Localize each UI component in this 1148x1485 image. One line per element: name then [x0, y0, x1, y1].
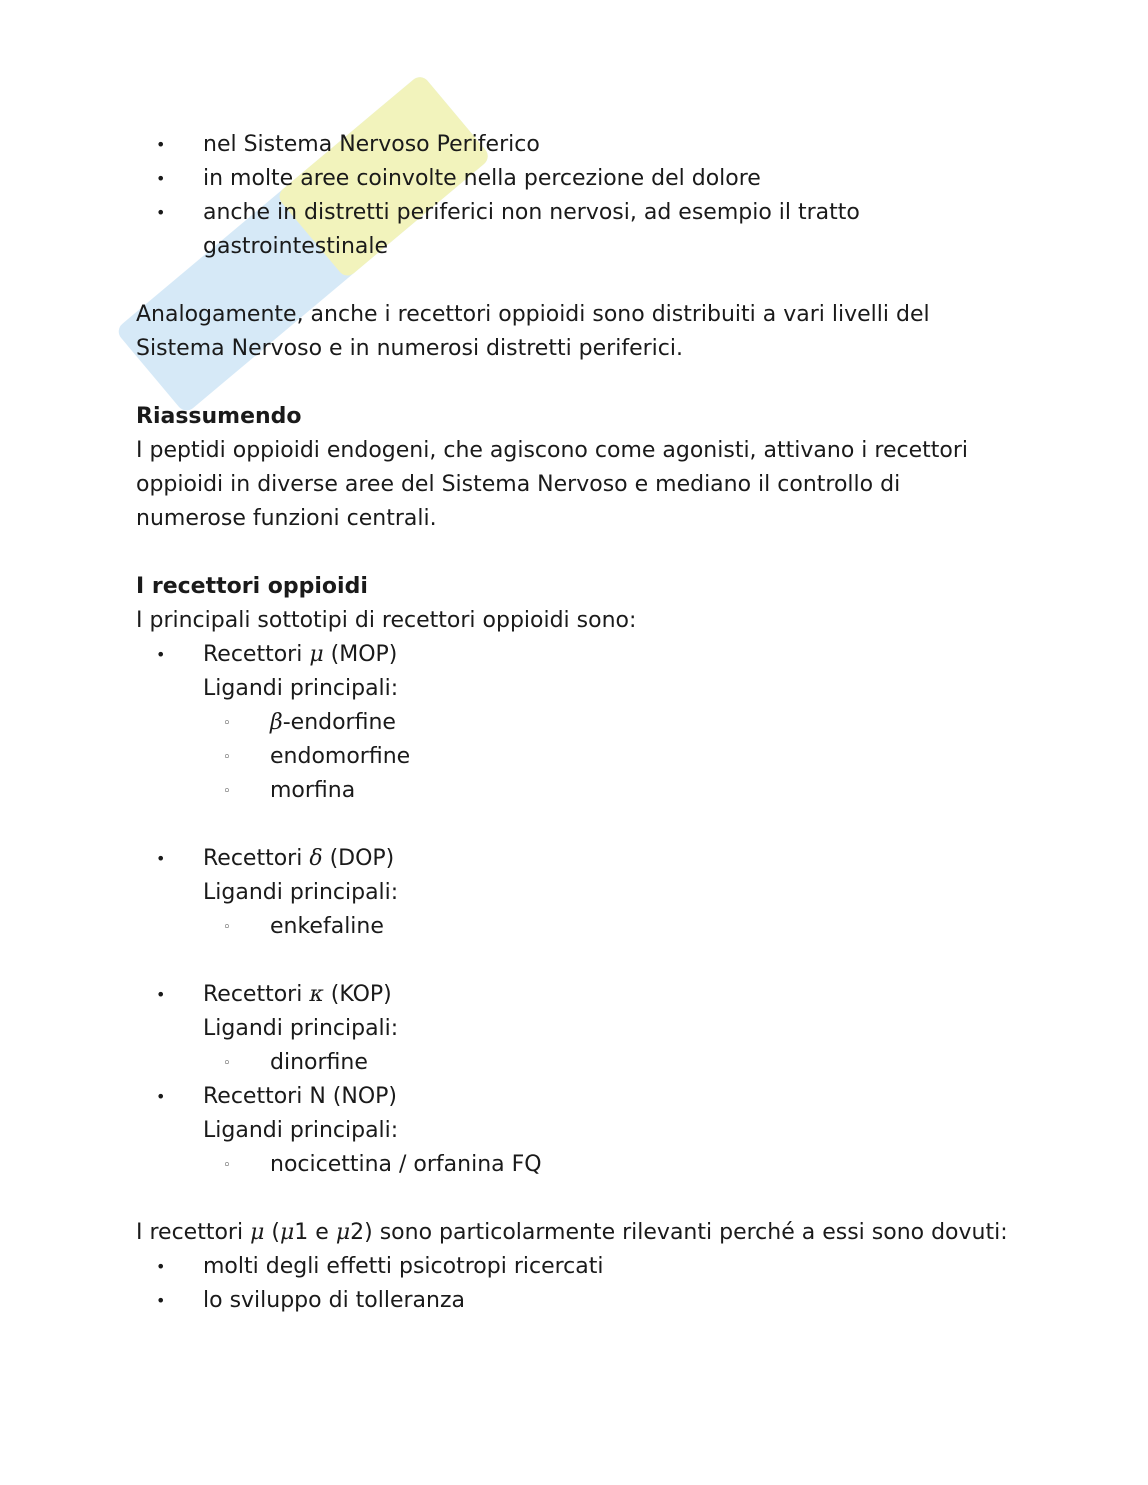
receptor-list — [136, 638, 1016, 706]
receptors-heading: I recettori oppioidi — [136, 574, 368, 599]
n-ligand-list — [203, 1148, 1016, 1182]
intro-bullet-list — [136, 128, 1016, 264]
list-item: • molti degli effetti psicotropi ricercati — [136, 1250, 1016, 1284]
list-item: • lo sviluppo di tolleranza — [136, 1284, 1016, 1318]
list-item: • anche in distretti periferici non nervosi, ad esempio il tratto gastrointestinale — [136, 196, 1016, 264]
document-page — [136, 128, 1016, 1318]
summary-heading: Riassumendo — [136, 404, 302, 429]
summary-paragraph: I peptidi oppioidi endogeni, che agiscono come agonisti, attivano i recettori oppioidi in diverse aree del Sistema Nervoso e mediano il controllo di numerose funzioni centrali. — [136, 438, 968, 531]
receptor-title: • Recettori μ (MOP) — [203, 642, 398, 667]
ligands-label: Ligandi principali: — [203, 1016, 399, 1041]
ligands-label: Ligandi principali: — [203, 880, 399, 905]
list-item: ◦ β-endorfine — [203, 706, 1016, 740]
mu-ligand-list — [203, 706, 1016, 808]
list-item: ◦ nocicettina / orfanina FQ — [203, 1148, 1016, 1182]
receptor-list — [136, 842, 1016, 910]
list-item: ◦ morfina — [203, 774, 1016, 808]
mu-paragraph: I recettori μ (μ1 e μ2) sono particolarmente rilevanti perché a essi sono dovuti: — [136, 1220, 1008, 1245]
receptor-title: • Recettori N (NOP) — [203, 1084, 397, 1109]
list-item: ◦ enkefaline — [203, 910, 1016, 944]
delta-ligand-list — [203, 910, 1016, 944]
list-item: ◦ dinorfine — [203, 1046, 1016, 1080]
receptor-list — [136, 1080, 1016, 1148]
receptor-title: • Recettori δ (DOP) — [203, 846, 395, 871]
kappa-ligand-list — [203, 1046, 1016, 1080]
list-item: ◦ endomorfine — [203, 740, 1016, 774]
list-item: • in molte aree coinvolte nella percezione del dolore — [136, 162, 1016, 196]
receptor-item-delta — [136, 842, 1016, 910]
receptor-title: • Recettori κ (KOP) — [203, 982, 392, 1007]
ligands-label: Ligandi principali: — [203, 676, 399, 701]
receptor-item-mu — [136, 638, 1016, 706]
receptor-item-n — [136, 1080, 1016, 1148]
receptors-intro: I principali sottotipi di recettori oppioidi sono: — [136, 608, 637, 633]
mu-effects-list — [136, 1250, 1016, 1318]
receptor-list — [136, 978, 1016, 1046]
analog-paragraph: Analogamente, anche i recettori oppioidi sono distribuiti a vari livelli del Sistema Nervoso e in numerosi distretti periferici. — [136, 302, 930, 361]
list-item: • nel Sistema Nervoso Periferico — [136, 128, 1016, 162]
ligands-label: Ligandi principali: — [203, 1118, 399, 1143]
receptor-item-kappa — [136, 978, 1016, 1046]
